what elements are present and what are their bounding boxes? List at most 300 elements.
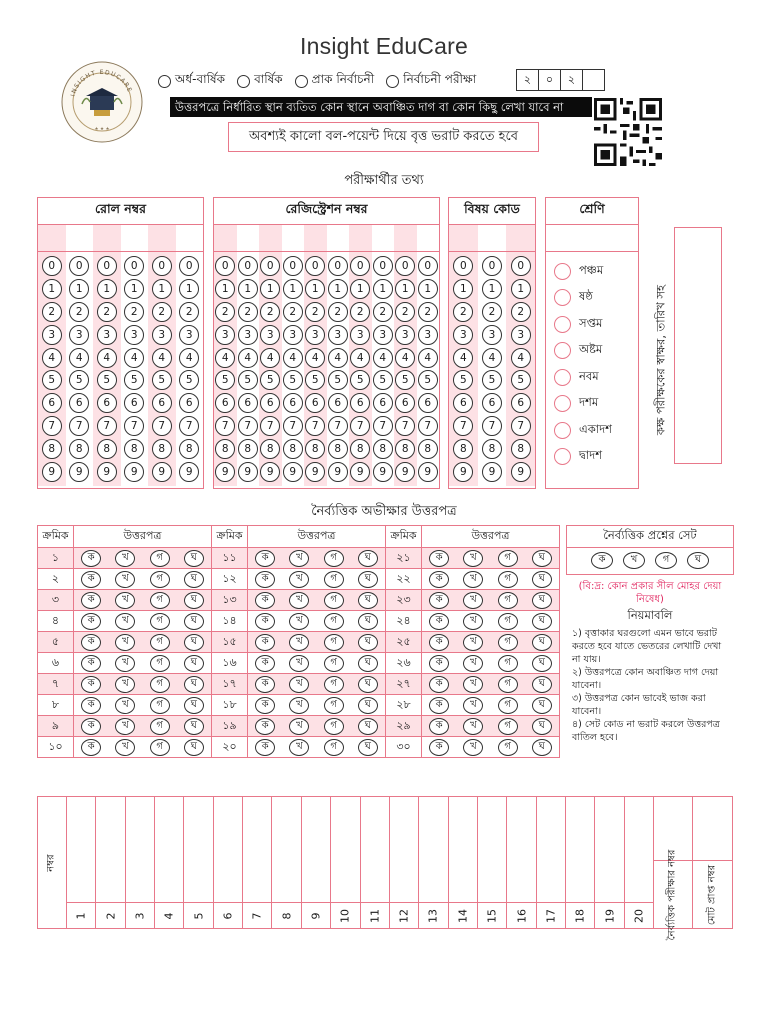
digit-bubble[interactable]: 1 bbox=[260, 279, 280, 299]
set-option-bubble[interactable]: খ bbox=[623, 552, 645, 569]
digit-bubble[interactable]: 0 bbox=[179, 256, 199, 276]
digit-bubble[interactable]: 0 bbox=[260, 256, 280, 276]
digit-bubble[interactable]: 8 bbox=[215, 439, 235, 459]
digit-bubble[interactable]: 1 bbox=[395, 279, 415, 299]
digit-bubble[interactable]: 2 bbox=[395, 302, 415, 322]
digit-bubble[interactable]: 5 bbox=[418, 370, 438, 390]
answer-bubble[interactable]: ঘ bbox=[358, 613, 378, 630]
digit-bubble[interactable]: 9 bbox=[215, 462, 235, 482]
answer-bubble[interactable]: ক bbox=[429, 676, 449, 693]
marks-question-cell[interactable] bbox=[625, 797, 654, 928]
answer-bubble[interactable]: গ bbox=[498, 634, 518, 651]
answer-bubble[interactable]: ক bbox=[429, 697, 449, 714]
answer-bubble[interactable]: খ bbox=[463, 739, 483, 756]
digit-bubble[interactable]: 3 bbox=[238, 325, 258, 345]
digit-bubble[interactable]: 8 bbox=[260, 439, 280, 459]
answer-bubble[interactable]: খ bbox=[463, 697, 483, 714]
digit-bubble[interactable]: 9 bbox=[124, 462, 144, 482]
digit-bubble[interactable]: 4 bbox=[395, 348, 415, 368]
class-option[interactable] bbox=[546, 417, 638, 444]
digit-bubble[interactable]: 7 bbox=[418, 416, 438, 436]
answer-bubble[interactable]: খ bbox=[463, 718, 483, 735]
digit-bubble[interactable]: 6 bbox=[328, 393, 348, 413]
answer-bubble[interactable]: ঘ bbox=[358, 676, 378, 693]
answer-bubble[interactable]: ক bbox=[429, 592, 449, 609]
digit-bubble[interactable]: 0 bbox=[238, 256, 258, 276]
answer-bubble[interactable]: ঘ bbox=[532, 550, 552, 567]
digit-bubble[interactable]: 6 bbox=[69, 393, 89, 413]
digit-bubble[interactable]: 5 bbox=[97, 370, 117, 390]
digit-bubble[interactable]: 3 bbox=[69, 325, 89, 345]
answer-bubble[interactable]: ক bbox=[81, 676, 101, 693]
marks-question-cell[interactable] bbox=[361, 797, 390, 928]
digit-bubble[interactable]: 2 bbox=[453, 302, 473, 322]
digit-bubble[interactable]: 8 bbox=[511, 439, 531, 459]
digit-bubble[interactable]: 6 bbox=[350, 393, 370, 413]
digit-bubble[interactable]: 3 bbox=[283, 325, 303, 345]
digit-bubble[interactable]: 2 bbox=[482, 302, 502, 322]
radio-icon[interactable] bbox=[554, 263, 571, 280]
invigilator-signature-box[interactable] bbox=[674, 227, 722, 464]
digit-bubble[interactable]: 3 bbox=[97, 325, 117, 345]
marks-question-cell[interactable] bbox=[419, 797, 448, 928]
digit-bubble[interactable]: 9 bbox=[453, 462, 473, 482]
answer-bubble[interactable]: খ bbox=[115, 697, 135, 714]
answer-bubble[interactable]: গ bbox=[498, 592, 518, 609]
digit-bubble[interactable]: 2 bbox=[328, 302, 348, 322]
marks-question-cell[interactable] bbox=[390, 797, 419, 928]
answer-bubble[interactable]: খ bbox=[115, 739, 135, 756]
answer-bubble[interactable]: গ bbox=[498, 550, 518, 567]
digit-bubble[interactable]: 4 bbox=[305, 348, 325, 368]
radio-icon[interactable] bbox=[554, 448, 571, 465]
digit-bubble[interactable]: 1 bbox=[328, 279, 348, 299]
digit-bubble[interactable]: 6 bbox=[260, 393, 280, 413]
answer-bubble[interactable]: ক bbox=[81, 571, 101, 588]
radio-icon[interactable] bbox=[554, 289, 571, 306]
digit-bubble[interactable]: 2 bbox=[124, 302, 144, 322]
digit-bubble[interactable]: 4 bbox=[373, 348, 393, 368]
digit-bubble[interactable]: 8 bbox=[179, 439, 199, 459]
digit-bubble[interactable]: 5 bbox=[69, 370, 89, 390]
answer-bubble[interactable]: ক bbox=[255, 676, 275, 693]
digit-bubble[interactable]: 8 bbox=[350, 439, 370, 459]
digit-bubble[interactable]: 2 bbox=[97, 302, 117, 322]
answer-bubble[interactable]: খ bbox=[115, 571, 135, 588]
digit-bubble[interactable]: 2 bbox=[238, 302, 258, 322]
digit-bubble[interactable]: 8 bbox=[283, 439, 303, 459]
digit-bubble[interactable]: 1 bbox=[152, 279, 172, 299]
digit-bubble[interactable]: 4 bbox=[97, 348, 117, 368]
answer-bubble[interactable]: ক bbox=[81, 739, 101, 756]
digit-bubble[interactable]: 1 bbox=[418, 279, 438, 299]
digit-bubble[interactable]: 2 bbox=[215, 302, 235, 322]
answer-bubble[interactable]: খ bbox=[289, 634, 309, 651]
digit-bubble[interactable]: 6 bbox=[179, 393, 199, 413]
answer-bubble[interactable]: খ bbox=[463, 613, 483, 630]
digit-bubble[interactable]: 0 bbox=[215, 256, 235, 276]
radio-icon[interactable] bbox=[158, 75, 171, 88]
digit-bubble[interactable]: 0 bbox=[69, 256, 89, 276]
digit-bubble[interactable]: 6 bbox=[453, 393, 473, 413]
answer-bubble[interactable]: খ bbox=[115, 718, 135, 735]
digit-bubble[interactable]: 0 bbox=[152, 256, 172, 276]
answer-bubble[interactable]: গ bbox=[324, 571, 344, 588]
digit-bubble[interactable]: 4 bbox=[124, 348, 144, 368]
answer-bubble[interactable]: ঘ bbox=[358, 634, 378, 651]
answer-bubble[interactable]: খ bbox=[289, 718, 309, 735]
answer-bubble[interactable]: গ bbox=[498, 571, 518, 588]
answer-bubble[interactable]: গ bbox=[324, 655, 344, 672]
total-marks-cell[interactable] bbox=[693, 797, 732, 928]
digit-bubble[interactable]: 4 bbox=[238, 348, 258, 368]
class-entry[interactable] bbox=[546, 225, 638, 252]
answer-bubble[interactable]: গ bbox=[498, 697, 518, 714]
digit-bubble[interactable]: 7 bbox=[124, 416, 144, 436]
digit-bubble[interactable]: 6 bbox=[152, 393, 172, 413]
answer-bubble[interactable]: ঘ bbox=[358, 655, 378, 672]
answer-bubble[interactable]: খ bbox=[115, 634, 135, 651]
answer-bubble[interactable]: ঘ bbox=[532, 718, 552, 735]
class-option[interactable] bbox=[546, 338, 638, 365]
marks-question-cell[interactable] bbox=[272, 797, 301, 928]
digit-bubble[interactable]: 9 bbox=[260, 462, 280, 482]
digit-bubble[interactable]: 7 bbox=[373, 416, 393, 436]
digit-bubble[interactable]: 3 bbox=[179, 325, 199, 345]
answer-bubble[interactable]: ঘ bbox=[532, 697, 552, 714]
digit-bubble[interactable]: 6 bbox=[482, 393, 502, 413]
digit-bubble[interactable]: 4 bbox=[215, 348, 235, 368]
answer-bubble[interactable]: গ bbox=[324, 613, 344, 630]
digit-bubble[interactable]: 1 bbox=[238, 279, 258, 299]
radio-icon[interactable] bbox=[554, 422, 571, 439]
digit-bubble[interactable]: 0 bbox=[373, 256, 393, 276]
class-option[interactable] bbox=[546, 285, 638, 312]
digit-bubble[interactable]: 7 bbox=[179, 416, 199, 436]
marks-question-cell[interactable] bbox=[155, 797, 184, 928]
digit-bubble[interactable]: 4 bbox=[283, 348, 303, 368]
digit-bubble[interactable]: 0 bbox=[283, 256, 303, 276]
answer-bubble[interactable]: ঘ bbox=[532, 655, 552, 672]
digit-bubble[interactable]: 5 bbox=[152, 370, 172, 390]
answer-bubble[interactable]: ক bbox=[429, 655, 449, 672]
digit-bubble[interactable]: 2 bbox=[283, 302, 303, 322]
answer-bubble[interactable]: গ bbox=[150, 592, 170, 609]
digit-bubble[interactable]: 5 bbox=[511, 370, 531, 390]
answer-bubble[interactable]: গ bbox=[324, 592, 344, 609]
digit-bubble[interactable]: 7 bbox=[395, 416, 415, 436]
answer-bubble[interactable]: খ bbox=[115, 676, 135, 693]
answer-bubble[interactable]: গ bbox=[324, 550, 344, 567]
answer-bubble[interactable]: গ bbox=[150, 634, 170, 651]
answer-bubble[interactable]: ঘ bbox=[532, 676, 552, 693]
digit-bubble[interactable]: 5 bbox=[238, 370, 258, 390]
answer-bubble[interactable]: খ bbox=[289, 613, 309, 630]
digit-bubble[interactable]: 1 bbox=[453, 279, 473, 299]
answer-bubble[interactable]: ঘ bbox=[532, 592, 552, 609]
digit-bubble[interactable]: 0 bbox=[97, 256, 117, 276]
digit-bubble[interactable]: 7 bbox=[42, 416, 62, 436]
digit-bubble[interactable]: 3 bbox=[215, 325, 235, 345]
radio-icon[interactable] bbox=[554, 369, 571, 386]
class-option[interactable] bbox=[546, 444, 638, 471]
digit-bubble[interactable]: 6 bbox=[418, 393, 438, 413]
exam-type-annual[interactable]: বার্ষিক bbox=[237, 71, 283, 91]
roll-number-entry[interactable] bbox=[38, 225, 203, 252]
digit-bubble[interactable]: 3 bbox=[350, 325, 370, 345]
digit-bubble[interactable]: 1 bbox=[69, 279, 89, 299]
digit-bubble[interactable]: 3 bbox=[395, 325, 415, 345]
digit-bubble[interactable]: 6 bbox=[42, 393, 62, 413]
digit-bubble[interactable]: 1 bbox=[215, 279, 235, 299]
answer-bubble[interactable]: ক bbox=[255, 634, 275, 651]
answer-bubble[interactable]: খ bbox=[289, 739, 309, 756]
digit-bubble[interactable]: 3 bbox=[152, 325, 172, 345]
year-field[interactable] bbox=[517, 69, 605, 91]
answer-bubble[interactable]: ক bbox=[255, 655, 275, 672]
digit-bubble[interactable]: 9 bbox=[395, 462, 415, 482]
answer-bubble[interactable]: খ bbox=[289, 550, 309, 567]
digit-bubble[interactable]: 7 bbox=[152, 416, 172, 436]
answer-bubble[interactable]: গ bbox=[498, 718, 518, 735]
answer-bubble[interactable]: গ bbox=[150, 550, 170, 567]
answer-bubble[interactable]: গ bbox=[150, 613, 170, 630]
digit-bubble[interactable]: 4 bbox=[69, 348, 89, 368]
digit-bubble[interactable]: 4 bbox=[511, 348, 531, 368]
digit-bubble[interactable]: 3 bbox=[42, 325, 62, 345]
answer-bubble[interactable]: ক bbox=[81, 550, 101, 567]
digit-bubble[interactable]: 5 bbox=[42, 370, 62, 390]
digit-bubble[interactable]: 2 bbox=[350, 302, 370, 322]
digit-bubble[interactable]: 1 bbox=[179, 279, 199, 299]
digit-bubble[interactable]: 9 bbox=[350, 462, 370, 482]
radio-icon[interactable] bbox=[554, 395, 571, 412]
answer-bubble[interactable]: ক bbox=[429, 718, 449, 735]
digit-bubble[interactable]: 8 bbox=[328, 439, 348, 459]
digit-bubble[interactable]: 2 bbox=[305, 302, 325, 322]
radio-icon[interactable] bbox=[554, 342, 571, 359]
digit-bubble[interactable]: 3 bbox=[373, 325, 393, 345]
digit-bubble[interactable]: 2 bbox=[373, 302, 393, 322]
digit-bubble[interactable]: 5 bbox=[260, 370, 280, 390]
digit-bubble[interactable]: 7 bbox=[69, 416, 89, 436]
digit-bubble[interactable]: 2 bbox=[418, 302, 438, 322]
digit-bubble[interactable]: 9 bbox=[69, 462, 89, 482]
answer-bubble[interactable]: ক bbox=[81, 697, 101, 714]
digit-bubble[interactable]: 8 bbox=[69, 439, 89, 459]
radio-icon[interactable] bbox=[554, 316, 571, 333]
answer-bubble[interactable]: গ bbox=[324, 739, 344, 756]
digit-bubble[interactable]: 0 bbox=[511, 256, 531, 276]
digit-bubble[interactable]: 8 bbox=[453, 439, 473, 459]
set-option-bubble[interactable]: ঘ bbox=[687, 552, 709, 569]
digit-bubble[interactable]: 2 bbox=[152, 302, 172, 322]
digit-bubble[interactable]: 7 bbox=[260, 416, 280, 436]
digit-bubble[interactable]: 1 bbox=[42, 279, 62, 299]
marks-question-cell[interactable] bbox=[67, 797, 96, 928]
marks-question-cell[interactable] bbox=[126, 797, 155, 928]
digit-bubble[interactable]: 6 bbox=[238, 393, 258, 413]
digit-bubble[interactable]: 0 bbox=[418, 256, 438, 276]
digit-bubble[interactable]: 0 bbox=[482, 256, 502, 276]
answer-bubble[interactable]: ঘ bbox=[184, 592, 204, 609]
digit-bubble[interactable]: 6 bbox=[305, 393, 325, 413]
answer-bubble[interactable]: খ bbox=[289, 592, 309, 609]
digit-bubble[interactable]: 0 bbox=[350, 256, 370, 276]
digit-bubble[interactable]: 7 bbox=[305, 416, 325, 436]
answer-bubble[interactable]: গ bbox=[150, 697, 170, 714]
answer-bubble[interactable]: গ bbox=[498, 613, 518, 630]
digit-bubble[interactable]: 5 bbox=[350, 370, 370, 390]
answer-bubble[interactable]: ঘ bbox=[358, 697, 378, 714]
answer-bubble[interactable]: ঘ bbox=[184, 571, 204, 588]
digit-bubble[interactable]: 8 bbox=[373, 439, 393, 459]
answer-bubble[interactable]: গ bbox=[150, 676, 170, 693]
answer-bubble[interactable]: ঘ bbox=[358, 550, 378, 567]
digit-bubble[interactable]: 1 bbox=[511, 279, 531, 299]
digit-bubble[interactable]: 9 bbox=[482, 462, 502, 482]
digit-bubble[interactable]: 4 bbox=[418, 348, 438, 368]
answer-bubble[interactable]: ক bbox=[81, 613, 101, 630]
digit-bubble[interactable]: 6 bbox=[97, 393, 117, 413]
answer-bubble[interactable]: ঘ bbox=[184, 676, 204, 693]
digit-bubble[interactable]: 8 bbox=[482, 439, 502, 459]
answer-bubble[interactable]: খ bbox=[463, 571, 483, 588]
digit-bubble[interactable]: 6 bbox=[511, 393, 531, 413]
digit-bubble[interactable]: 9 bbox=[328, 462, 348, 482]
marks-question-cell[interactable] bbox=[507, 797, 536, 928]
digit-bubble[interactable]: 9 bbox=[283, 462, 303, 482]
answer-bubble[interactable]: ঘ bbox=[184, 718, 204, 735]
digit-bubble[interactable]: 4 bbox=[42, 348, 62, 368]
digit-bubble[interactable]: 8 bbox=[97, 439, 117, 459]
exam-type-test[interactable]: নির্বাচনী পরীক্ষা bbox=[386, 71, 476, 91]
mcq-marks-cell[interactable] bbox=[654, 797, 693, 940]
answer-bubble[interactable]: ক bbox=[255, 592, 275, 609]
answer-bubble[interactable]: ঘ bbox=[358, 718, 378, 735]
marks-question-cell[interactable] bbox=[331, 797, 360, 928]
answer-bubble[interactable]: গ bbox=[324, 634, 344, 651]
digit-bubble[interactable]: 3 bbox=[453, 325, 473, 345]
digit-bubble[interactable]: 6 bbox=[215, 393, 235, 413]
digit-bubble[interactable]: 1 bbox=[350, 279, 370, 299]
digit-bubble[interactable]: 5 bbox=[482, 370, 502, 390]
answer-bubble[interactable]: ক bbox=[255, 571, 275, 588]
digit-bubble[interactable]: 1 bbox=[482, 279, 502, 299]
digit-bubble[interactable]: 9 bbox=[179, 462, 199, 482]
digit-bubble[interactable]: 1 bbox=[305, 279, 325, 299]
answer-bubble[interactable]: ক bbox=[255, 697, 275, 714]
digit-bubble[interactable]: 3 bbox=[124, 325, 144, 345]
marks-question-cell[interactable] bbox=[449, 797, 478, 928]
marks-question-cell[interactable] bbox=[537, 797, 566, 928]
digit-bubble[interactable]: 9 bbox=[152, 462, 172, 482]
digit-bubble[interactable]: 9 bbox=[305, 462, 325, 482]
digit-bubble[interactable]: 9 bbox=[42, 462, 62, 482]
digit-bubble[interactable]: 8 bbox=[238, 439, 258, 459]
digit-bubble[interactable]: 6 bbox=[373, 393, 393, 413]
digit-bubble[interactable]: 0 bbox=[124, 256, 144, 276]
digit-bubble[interactable]: 4 bbox=[482, 348, 502, 368]
digit-bubble[interactable]: 1 bbox=[373, 279, 393, 299]
answer-bubble[interactable]: ক bbox=[255, 550, 275, 567]
digit-bubble[interactable]: 1 bbox=[283, 279, 303, 299]
digit-bubble[interactable]: 4 bbox=[179, 348, 199, 368]
answer-bubble[interactable]: খ bbox=[115, 613, 135, 630]
answer-bubble[interactable]: ঘ bbox=[358, 592, 378, 609]
digit-bubble[interactable]: 1 bbox=[124, 279, 144, 299]
answer-bubble[interactable]: ঘ bbox=[532, 634, 552, 651]
answer-bubble[interactable]: গ bbox=[324, 697, 344, 714]
answer-bubble[interactable]: খ bbox=[289, 676, 309, 693]
answer-bubble[interactable]: ঘ bbox=[184, 739, 204, 756]
answer-bubble[interactable]: খ bbox=[463, 592, 483, 609]
digit-bubble[interactable]: 4 bbox=[260, 348, 280, 368]
answer-bubble[interactable]: গ bbox=[324, 718, 344, 735]
radio-icon[interactable] bbox=[386, 75, 399, 88]
answer-bubble[interactable]: ক bbox=[81, 634, 101, 651]
answer-bubble[interactable]: ক bbox=[255, 739, 275, 756]
answer-bubble[interactable]: ঘ bbox=[358, 571, 378, 588]
digit-bubble[interactable]: 5 bbox=[179, 370, 199, 390]
digit-bubble[interactable]: 8 bbox=[305, 439, 325, 459]
digit-bubble[interactable]: 7 bbox=[453, 416, 473, 436]
digit-bubble[interactable]: 9 bbox=[97, 462, 117, 482]
answer-bubble[interactable]: ঘ bbox=[184, 697, 204, 714]
answer-bubble[interactable]: ঘ bbox=[532, 739, 552, 756]
digit-bubble[interactable]: 9 bbox=[511, 462, 531, 482]
digit-bubble[interactable]: 8 bbox=[124, 439, 144, 459]
digit-bubble[interactable]: 5 bbox=[373, 370, 393, 390]
answer-bubble[interactable]: ঘ bbox=[532, 571, 552, 588]
digit-bubble[interactable]: 2 bbox=[69, 302, 89, 322]
answer-bubble[interactable]: ক bbox=[429, 550, 449, 567]
answer-bubble[interactable]: খ bbox=[115, 655, 135, 672]
digit-bubble[interactable]: 4 bbox=[328, 348, 348, 368]
radio-icon[interactable] bbox=[295, 75, 308, 88]
answer-bubble[interactable]: খ bbox=[289, 571, 309, 588]
marks-question-cell[interactable] bbox=[214, 797, 243, 928]
digit-bubble[interactable]: 8 bbox=[42, 439, 62, 459]
radio-icon[interactable] bbox=[237, 75, 250, 88]
digit-bubble[interactable]: 7 bbox=[97, 416, 117, 436]
digit-bubble[interactable]: 3 bbox=[260, 325, 280, 345]
answer-bubble[interactable]: খ bbox=[289, 697, 309, 714]
digit-bubble[interactable]: 5 bbox=[305, 370, 325, 390]
digit-bubble[interactable]: 3 bbox=[305, 325, 325, 345]
answer-bubble[interactable]: ক bbox=[81, 592, 101, 609]
exam-type-pre-test[interactable]: প্রাক নির্বাচনী bbox=[295, 71, 374, 91]
class-option[interactable] bbox=[546, 258, 638, 285]
marks-question-cell[interactable] bbox=[302, 797, 331, 928]
answer-bubble[interactable]: ঘ bbox=[184, 655, 204, 672]
digit-bubble[interactable]: 3 bbox=[328, 325, 348, 345]
answer-bubble[interactable]: গ bbox=[150, 571, 170, 588]
answer-bubble[interactable]: খ bbox=[463, 676, 483, 693]
digit-bubble[interactable]: 8 bbox=[152, 439, 172, 459]
answer-bubble[interactable]: ঘ bbox=[184, 634, 204, 651]
answer-bubble[interactable]: ক bbox=[255, 718, 275, 735]
answer-bubble[interactable]: ঘ bbox=[184, 550, 204, 567]
digit-bubble[interactable]: 6 bbox=[283, 393, 303, 413]
registration-number-entry[interactable] bbox=[214, 225, 439, 252]
digit-bubble[interactable]: 2 bbox=[511, 302, 531, 322]
answer-bubble[interactable]: খ bbox=[463, 655, 483, 672]
digit-bubble[interactable]: 4 bbox=[152, 348, 172, 368]
digit-bubble[interactable]: 7 bbox=[238, 416, 258, 436]
digit-bubble[interactable]: 9 bbox=[418, 462, 438, 482]
answer-bubble[interactable]: ক bbox=[81, 718, 101, 735]
